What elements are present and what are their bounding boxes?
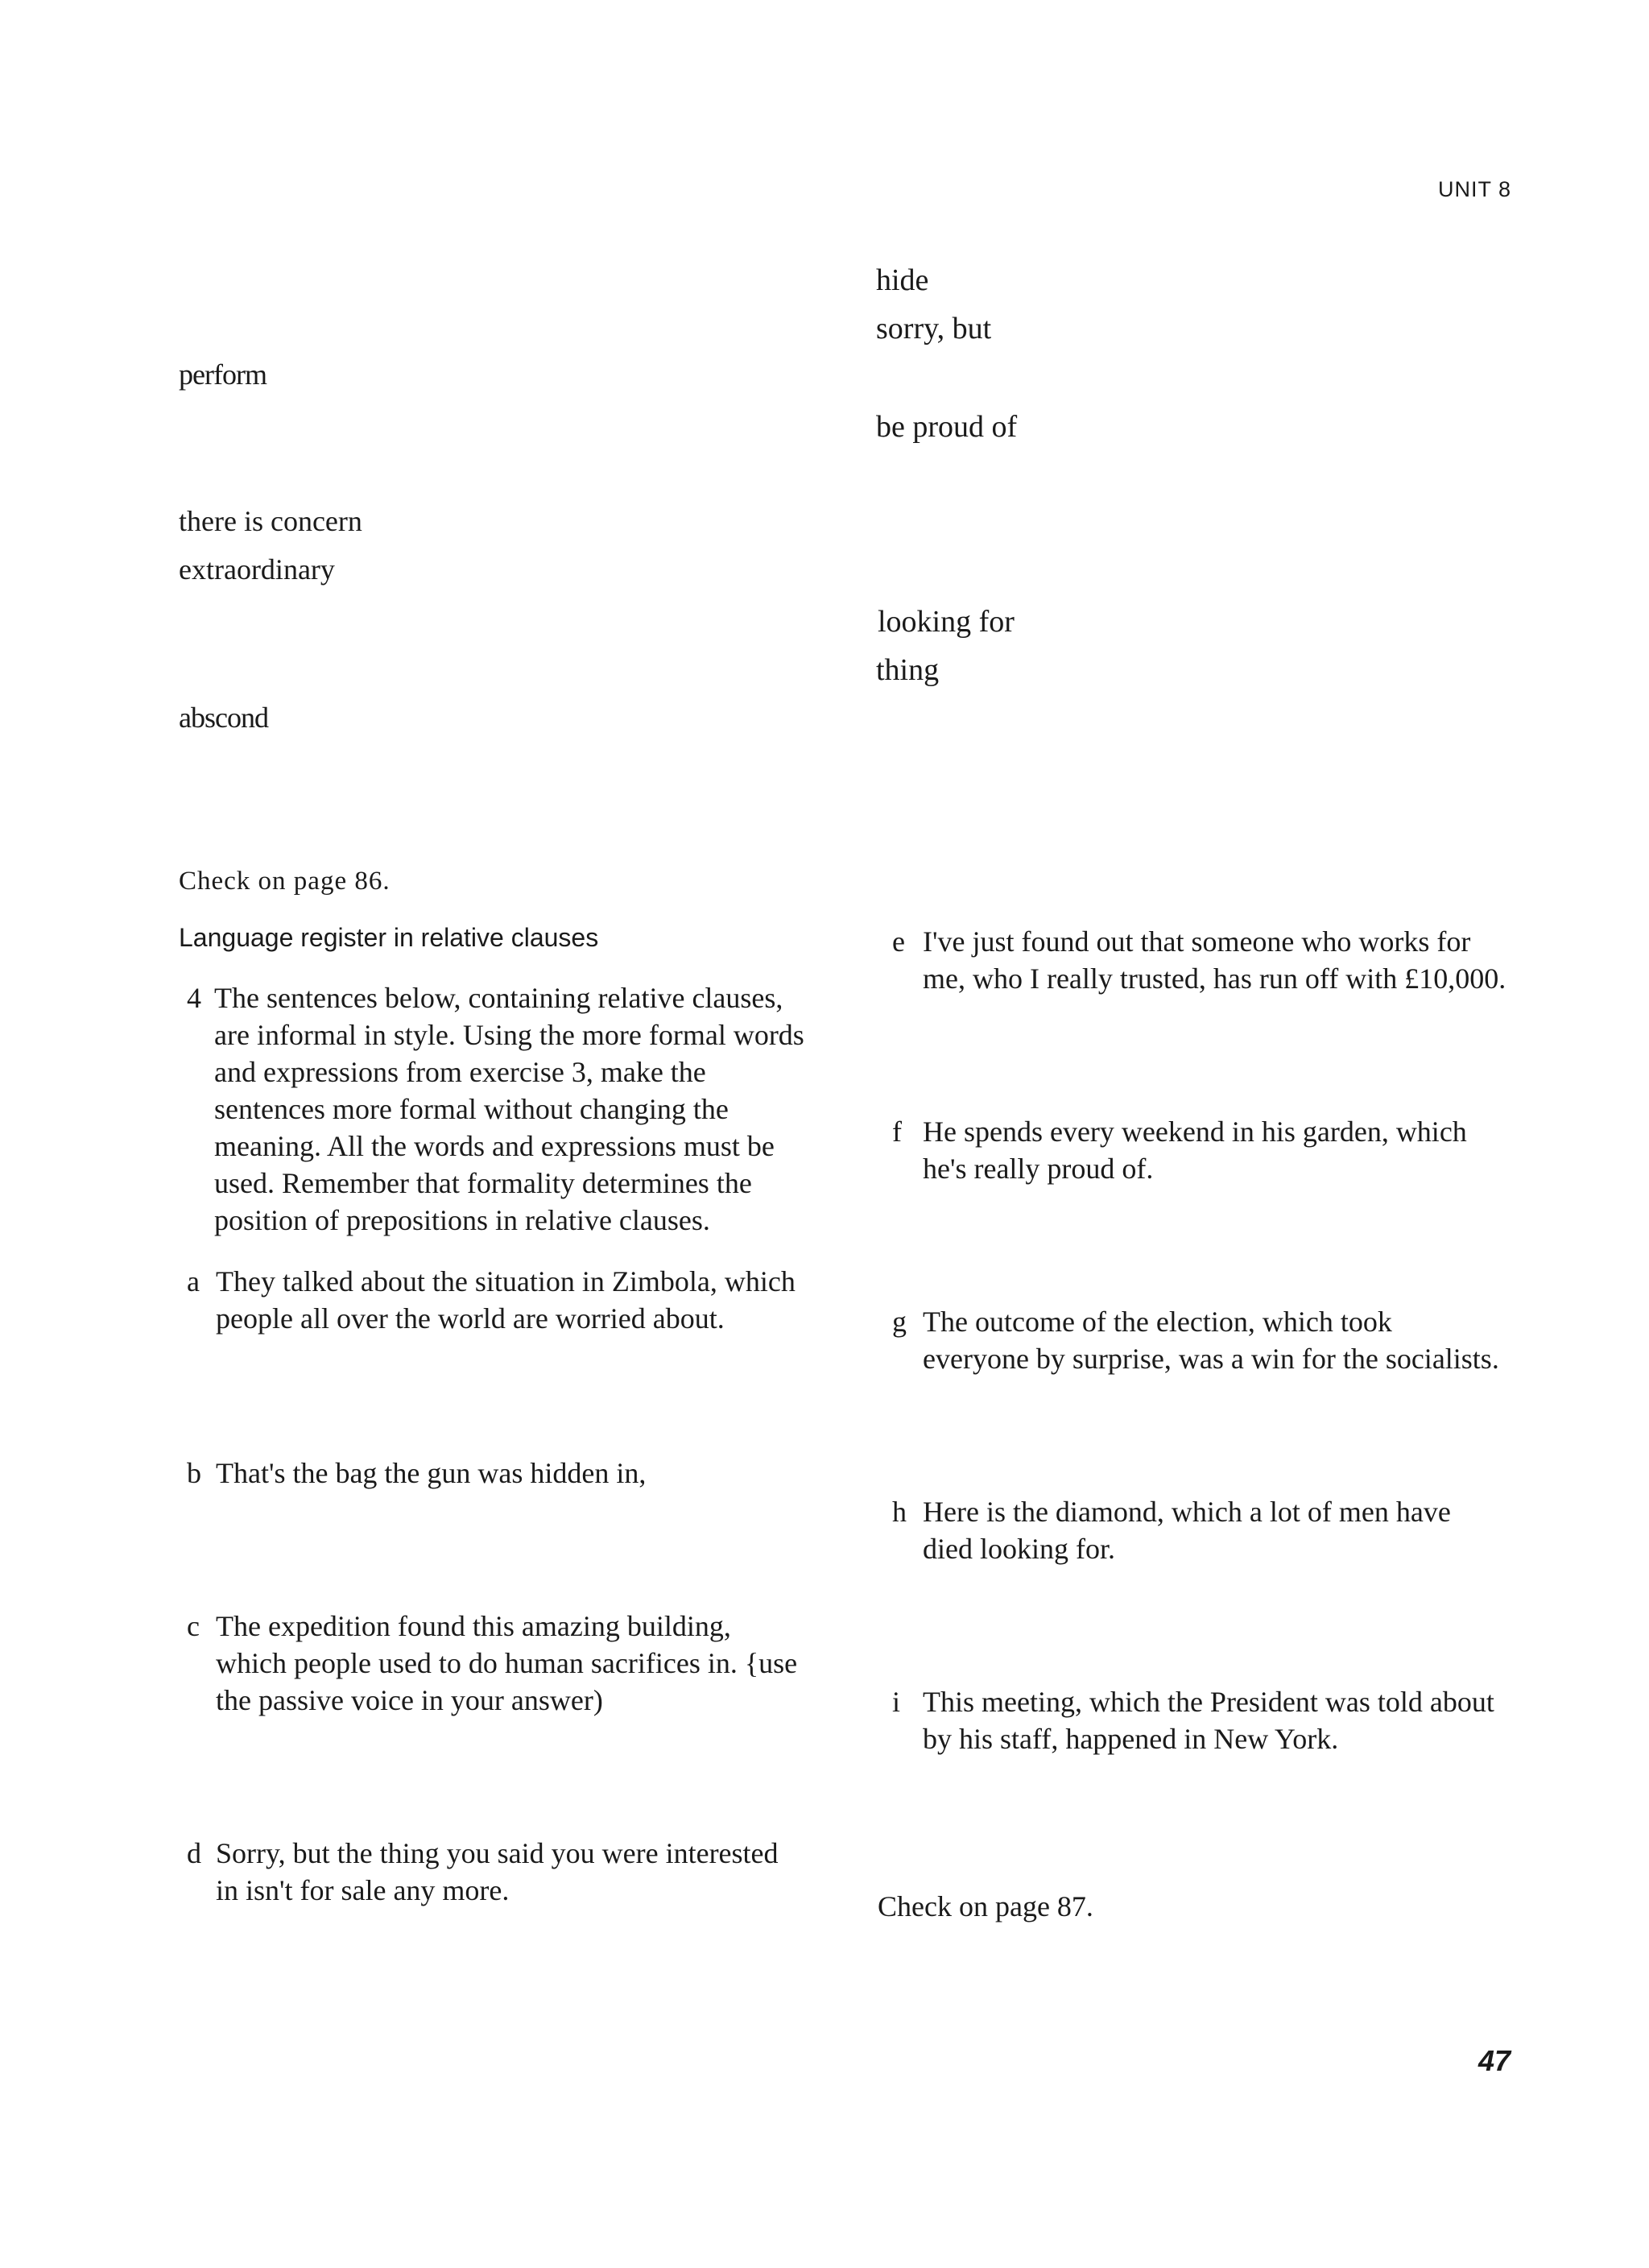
vocab-looking-for: looking for <box>878 605 1015 639</box>
vocab-abscond: abscond <box>179 702 268 734</box>
section-title: Language register in relative clauses <box>179 923 599 952</box>
unit-label: UNIT 8 <box>1438 177 1512 201</box>
vocab-perform: perform <box>179 358 267 391</box>
exercise-number: 4 <box>187 982 201 1014</box>
vocab-sorry-but: sorry, but <box>876 312 992 346</box>
vocab-extraordinary: extraordinary <box>179 553 335 586</box>
vocab-be-proud-of: be proud of <box>876 410 1018 444</box>
vocab-hide: hide <box>876 263 929 297</box>
page-number: 47 <box>1478 2044 1511 2077</box>
check-page-87: Check on page 87. <box>878 1890 1093 1922</box>
vocab-thing: thing <box>876 653 940 687</box>
exercise-text: The sentences below, containing relative clauses, are informal in style. Using the more formal words and expressions from exercise 3, make the sentences more formal without changing the meaning. All the words and expressions must be used. Remember that formality determines the position of prepositions in relative clauses. <box>214 982 804 1236</box>
check-page-86: Check on page 86. <box>179 867 391 896</box>
vocab-there-is-concern: there is concern <box>179 505 362 537</box>
